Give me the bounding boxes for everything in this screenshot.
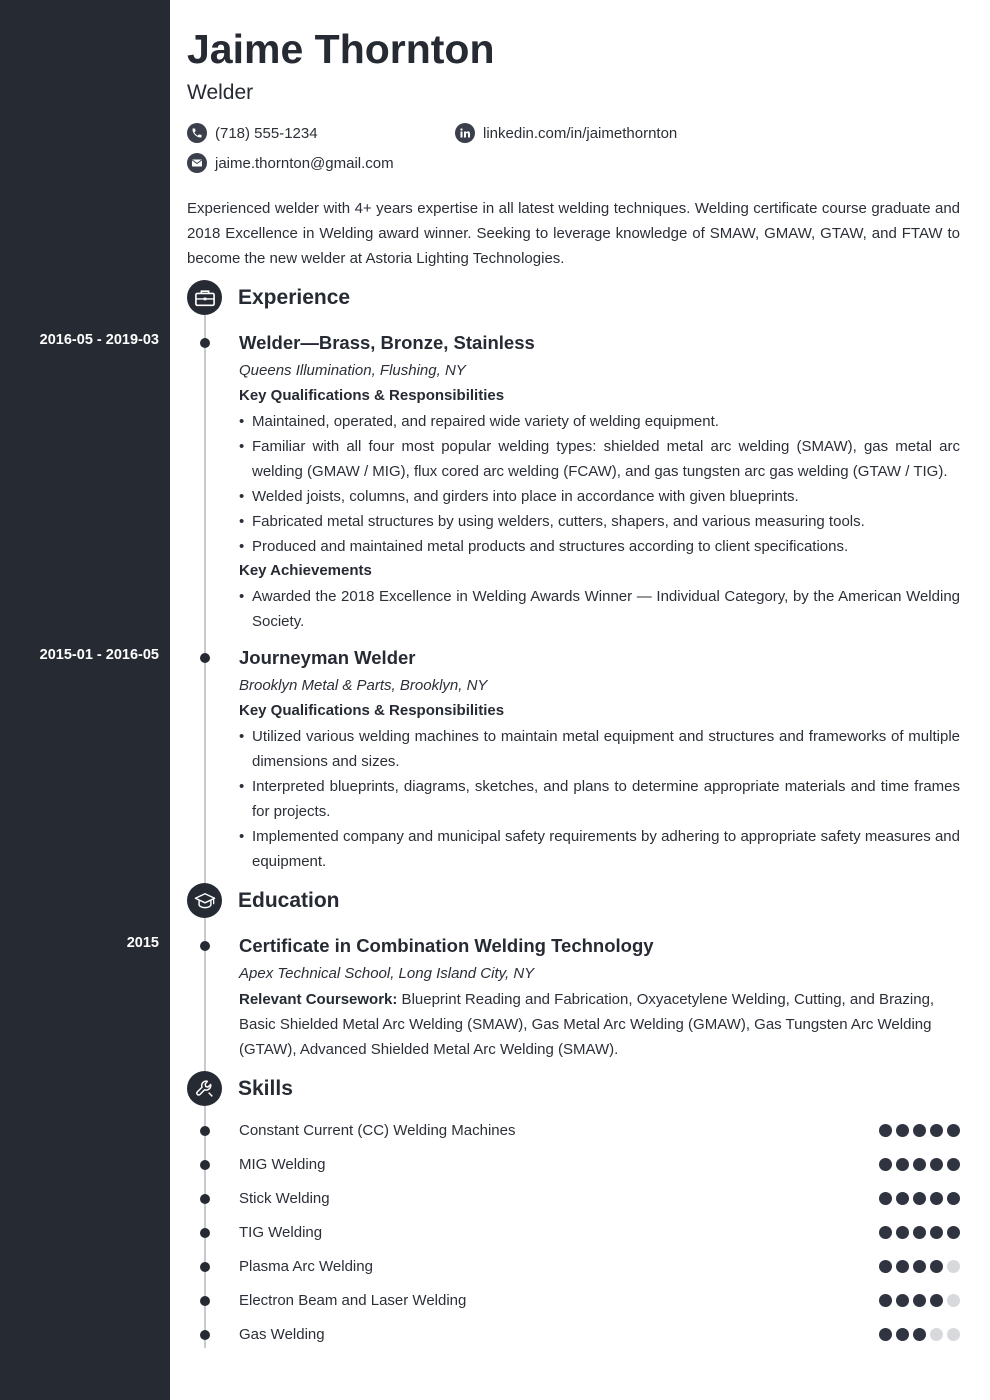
- skill-name: Electron Beam and Laser Welding: [239, 1292, 467, 1309]
- timeline-dot: [200, 1126, 210, 1136]
- rating-dot-empty: [930, 1328, 943, 1341]
- coursework: [239, 987, 960, 1062]
- degree-title: Certificate in Combination Welding Technology: [239, 935, 654, 956]
- rating-dot-filled: [930, 1192, 943, 1205]
- rating-dot-filled: [879, 1192, 892, 1205]
- job-title-entry: Journeyman Welder: [239, 647, 416, 668]
- rating-dot-filled: [879, 1294, 892, 1307]
- candidate-name: Jaime Thornton: [187, 26, 495, 72]
- skill-rating: [879, 1328, 964, 1341]
- skill-name: Plasma Arc Welding: [239, 1258, 373, 1275]
- sidebar: [0, 0, 170, 1400]
- job-dates: 2015-01 - 2016-05: [39, 647, 159, 663]
- rating-dot-filled: [896, 1294, 909, 1307]
- skill-name: Constant Current (CC) Welding Machines: [239, 1122, 516, 1139]
- list-item: • Implemented company and municipal safety requirements by adhering to appropriate safety measures and equipment.: [239, 824, 960, 874]
- rating-dot-filled: [879, 1226, 892, 1239]
- skill-rating: [879, 1124, 964, 1137]
- rating-dot-filled: [913, 1192, 926, 1205]
- rating-dot-filled: [913, 1260, 926, 1273]
- phone-text: (718) 555-1234: [215, 124, 318, 142]
- qualifications-heading: Key Qualifications & Responsibilities: [239, 387, 505, 404]
- rating-dot-filled: [930, 1260, 943, 1273]
- list-item: • Maintained, operated, and repaired wide variety of welding equipment.: [239, 409, 960, 434]
- rating-dot-filled: [896, 1260, 909, 1273]
- timeline-dot: [200, 1160, 210, 1170]
- job-company: Brooklyn Metal & Parts, Brooklyn, NY: [239, 677, 488, 694]
- rating-dot-filled: [913, 1226, 926, 1239]
- education-date: 2015: [126, 935, 159, 951]
- coursework-text: Blueprint Reading and Fabrication, Oxyacetylene Welding, Cutting, and Brazing, Basic Shielded Metal Arc Welding (SMAW), Gas Metal Arc Welding (GMAW), Gas Tungsten Arc Welding (GTAW), Advanced Shielded Metal Arc Welding (SMAW).: [239, 991, 935, 1058]
- rating-dot-filled: [896, 1192, 909, 1205]
- rating-dot-filled: [913, 1328, 926, 1341]
- skill-name: TIG Welding: [239, 1224, 323, 1241]
- graduation-cap-icon: [187, 883, 222, 918]
- linkedin-icon: [455, 123, 475, 143]
- timeline-dot: [200, 1228, 210, 1238]
- linkedin-link[interactable]: linkedin.com/in/jaimethornton: [483, 124, 678, 142]
- rating-dot-filled: [947, 1226, 960, 1239]
- timeline-dot: [200, 1330, 210, 1340]
- skill-rating: [879, 1294, 964, 1307]
- email-link[interactable]: jaime.thornton@gmail.com: [215, 154, 394, 172]
- contact-email: [187, 153, 394, 173]
- list-item: • Utilized various welding machines to maintain metal equipment and structures and frameworks of multiple dimensions and sizes.: [239, 724, 960, 774]
- job-dates: 2016-05 - 2019-03: [39, 332, 159, 348]
- rating-dot-empty: [947, 1260, 960, 1273]
- achievements-list: [239, 584, 960, 634]
- list-item: • Familiar with all four most popular welding types: shielded metal arc welding (SMAW), gas metal arc welding (GMAW / MIG), flux cored arc welding (FCAW), and gas tungsten arc gas welding (GTAW / TIG).: [239, 434, 960, 484]
- skill-rating: [879, 1226, 964, 1239]
- timeline-dot: [200, 1194, 210, 1204]
- wrench-icon: [187, 1071, 222, 1106]
- skill-name: Stick Welding: [239, 1190, 330, 1207]
- rating-dot-filled: [930, 1158, 943, 1171]
- skill-rating: [879, 1158, 964, 1171]
- skill-name: MIG Welding: [239, 1156, 326, 1173]
- school-name: Apex Technical School, Long Island City, NY: [239, 965, 535, 982]
- rating-dot-filled: [913, 1294, 926, 1307]
- responsibilities-list: [239, 409, 960, 559]
- list-item: • Interpreted blueprints, diagrams, sketches, and plans to determine appropriate materials and time frames for projects.: [239, 774, 960, 824]
- job-title-entry: Welder—Brass, Bronze, Stainless: [239, 332, 535, 353]
- timeline-dot: [200, 1262, 210, 1272]
- rating-dot-filled: [947, 1124, 960, 1137]
- rating-dot-filled: [930, 1124, 943, 1137]
- skill-rating: [879, 1192, 964, 1205]
- rating-dot-filled: [913, 1124, 926, 1137]
- section-title-experience: Experience: [238, 286, 351, 309]
- phone-icon: [187, 123, 207, 143]
- rating-dot-filled: [930, 1226, 943, 1239]
- rating-dot-filled: [947, 1192, 960, 1205]
- timeline-dot: [200, 653, 210, 663]
- rating-dot-filled: [896, 1158, 909, 1171]
- section-title-education: Education: [238, 889, 340, 912]
- briefcase-icon: [187, 280, 222, 315]
- profile-summary: Experienced welder with 4+ years expertise in all latest welding techniques. Welding certificate course graduate and 2018 Excellence in Welding award winner. Seeking to leverage knowledge of SMAW, GMAW, GTAW, and FTAW to become the new welder at Astoria Lighting Technologies.: [187, 200, 960, 267]
- rating-dot-filled: [879, 1124, 892, 1137]
- timeline-dot: [200, 1296, 210, 1306]
- rating-dot-filled: [896, 1226, 909, 1239]
- contact-phone: [187, 123, 318, 143]
- job-title: Welder: [187, 81, 254, 104]
- list-item: • Fabricated metal structures by using welders, cutters, shapers, and various measuring tools.: [239, 509, 960, 534]
- rating-dot-empty: [947, 1328, 960, 1341]
- rating-dot-filled: [896, 1124, 909, 1137]
- list-item: • Awarded the 2018 Excellence in Welding Awards Winner — Individual Category, by the American Welding Society.: [239, 584, 960, 634]
- rating-dot-filled: [913, 1158, 926, 1171]
- rating-dot-filled: [879, 1328, 892, 1341]
- skill-name: Gas Welding: [239, 1326, 325, 1343]
- list-item: • Welded joists, columns, and girders into place in accordance with given blueprints.: [239, 484, 960, 509]
- timeline-dot: [200, 941, 210, 951]
- rating-dot-filled: [896, 1328, 909, 1341]
- timeline-dot: [200, 338, 210, 348]
- responsibilities-list: [239, 724, 960, 874]
- rating-dot-empty: [947, 1294, 960, 1307]
- achievements-heading: Key Achievements: [239, 562, 372, 579]
- qualifications-heading: Key Qualifications & Responsibilities: [239, 702, 505, 719]
- job-company: Queens Illumination, Flushing, NY: [239, 362, 466, 379]
- rating-dot-filled: [879, 1158, 892, 1171]
- section-title-skills: Skills: [238, 1077, 293, 1100]
- email-icon: [187, 153, 207, 173]
- list-item: • Produced and maintained metal products and structures according to client specifications.: [239, 534, 960, 559]
- contact-linkedin: [455, 123, 677, 143]
- rating-dot-filled: [947, 1158, 960, 1171]
- skill-rating: [879, 1260, 964, 1273]
- coursework-label: Relevant Coursework:: [239, 991, 398, 1008]
- rating-dot-filled: [879, 1260, 892, 1273]
- rating-dot-filled: [930, 1294, 943, 1307]
